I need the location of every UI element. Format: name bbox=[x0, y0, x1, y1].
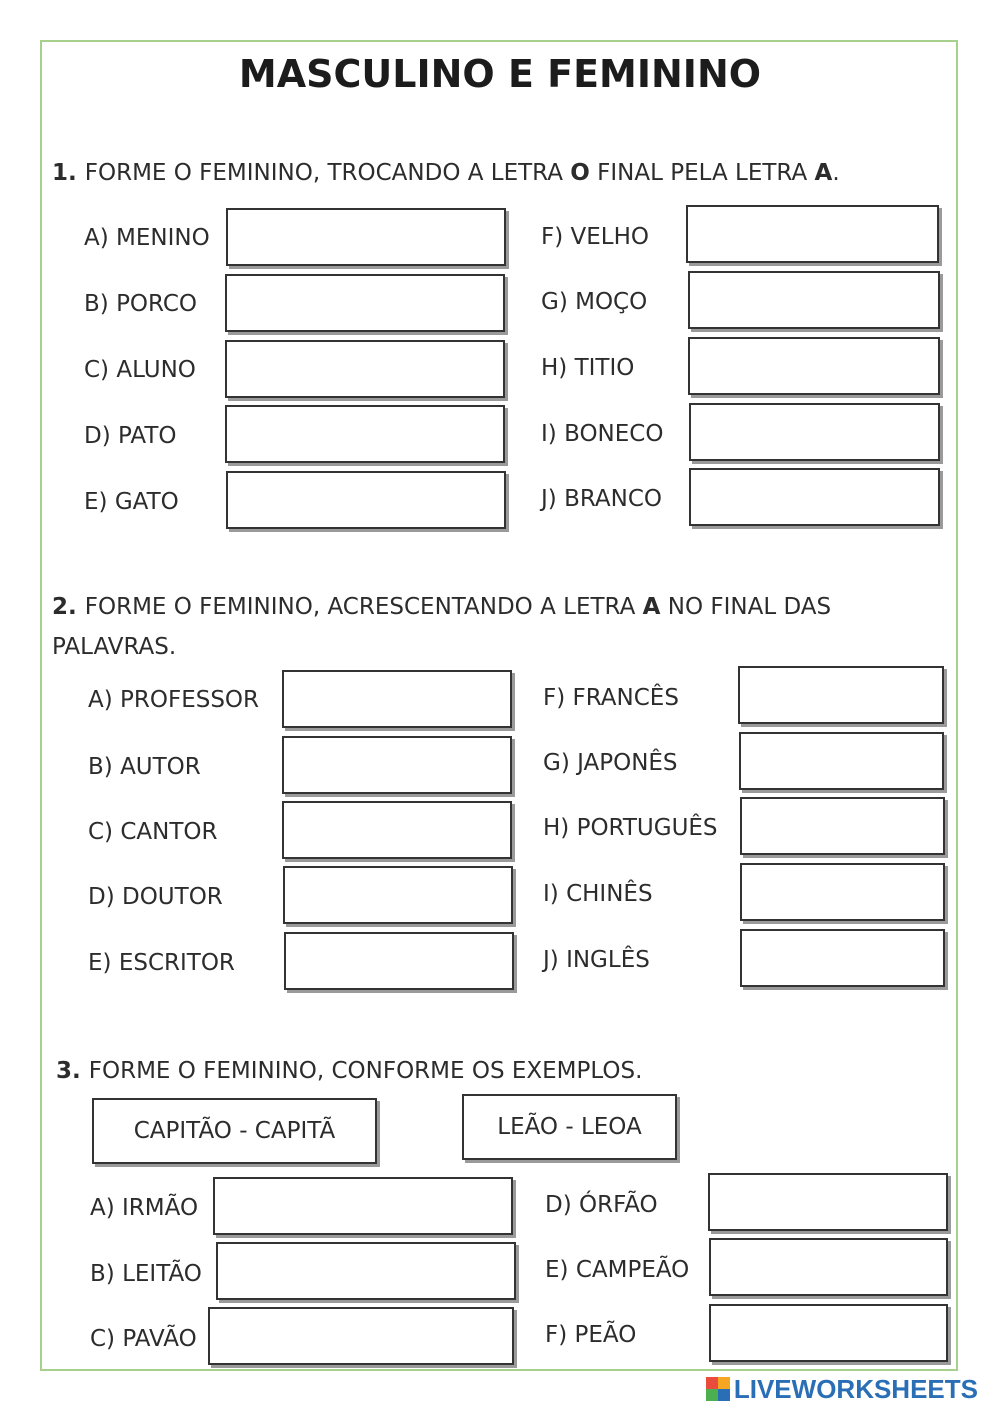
word-label: H) TITIO bbox=[541, 355, 635, 381]
page-title: MASCULINO E FEMININO bbox=[238, 52, 762, 96]
answer-input[interactable] bbox=[208, 1307, 514, 1365]
word-label: B) PORCO bbox=[84, 291, 198, 317]
word-label: D) DOUTOR bbox=[88, 884, 223, 910]
answer-input[interactable] bbox=[689, 468, 940, 526]
answer-input[interactable] bbox=[709, 1304, 948, 1362]
question-1-heading: 1. FORME O FEMININO, TROCANDO A LETRA O FINAL PELA LETRA A. bbox=[52, 160, 840, 186]
answer-input[interactable] bbox=[740, 797, 945, 855]
word-label: B) AUTOR bbox=[88, 754, 201, 780]
word-label: I) BONECO bbox=[541, 421, 664, 447]
answer-input[interactable] bbox=[282, 801, 512, 859]
brand-name: LIVEWORKSHEETS bbox=[733, 1373, 978, 1404]
question-number: 1. bbox=[52, 160, 77, 186]
answer-input[interactable] bbox=[688, 337, 940, 395]
answer-input[interactable] bbox=[225, 405, 505, 463]
word-label: A) PROFESSOR bbox=[88, 687, 260, 713]
word-label: B) LEITÃO bbox=[90, 1261, 202, 1287]
word-label: A) IRMÃO bbox=[90, 1195, 199, 1221]
liveworksheets-brand bbox=[706, 1373, 978, 1405]
word-label: E) GATO bbox=[84, 489, 179, 515]
answer-input[interactable] bbox=[738, 666, 944, 724]
answer-input[interactable] bbox=[709, 1238, 948, 1296]
logo-square bbox=[718, 1389, 730, 1401]
word-label: C) ALUNO bbox=[84, 357, 196, 383]
question-number: 2. bbox=[52, 594, 77, 620]
answer-input[interactable] bbox=[226, 471, 506, 529]
word-label: F) FRANCÊS bbox=[543, 685, 679, 711]
question-number: 3. bbox=[56, 1058, 81, 1084]
answer-input[interactable] bbox=[282, 736, 512, 794]
answer-input[interactable] bbox=[284, 932, 514, 990]
answer-input[interactable] bbox=[688, 271, 940, 329]
answer-input[interactable] bbox=[740, 863, 945, 921]
answer-input[interactable] bbox=[213, 1177, 513, 1235]
answer-input[interactable] bbox=[686, 205, 939, 263]
word-label: F) VELHO bbox=[541, 224, 649, 250]
word-label: G) JAPONÊS bbox=[543, 750, 678, 776]
word-label: I) CHINÊS bbox=[543, 881, 653, 907]
question-3-heading: 3. FORME O FEMININO, CONFORME OS EXEMPLOS. bbox=[56, 1058, 643, 1084]
word-label: A) MENINO bbox=[84, 225, 210, 251]
word-label: C) CANTOR bbox=[88, 819, 218, 845]
answer-input[interactable] bbox=[225, 340, 505, 398]
answer-input[interactable] bbox=[226, 208, 506, 266]
example-box: CAPITÃO - CAPITÃ bbox=[92, 1098, 377, 1164]
word-label: D) ÓRFÃO bbox=[545, 1192, 658, 1218]
word-label: E) ESCRITOR bbox=[88, 950, 235, 976]
word-label: H) PORTUGUÊS bbox=[543, 815, 718, 841]
answer-input[interactable] bbox=[740, 929, 945, 987]
liveworksheets-logo-icon bbox=[706, 1377, 730, 1401]
example-box: LEÃO - LEOA bbox=[462, 1094, 677, 1160]
word-label: J) INGLÊS bbox=[543, 947, 650, 973]
answer-input[interactable] bbox=[216, 1242, 516, 1300]
answer-input[interactable] bbox=[739, 732, 944, 790]
answer-input[interactable] bbox=[225, 274, 505, 332]
answer-input[interactable] bbox=[708, 1173, 948, 1231]
word-label: C) PAVÃO bbox=[90, 1326, 197, 1352]
logo-square bbox=[706, 1377, 718, 1389]
word-label: J) BRANCO bbox=[541, 486, 662, 512]
word-label: E) CAMPEÃO bbox=[545, 1257, 690, 1283]
logo-square bbox=[706, 1389, 718, 1401]
word-label: F) PEÃO bbox=[545, 1322, 637, 1348]
question-2-heading: 2. FORME O FEMININO, ACRESCENTANDO A LETRA A NO FINAL DAS PALAVRAS. bbox=[52, 594, 832, 660]
answer-input[interactable] bbox=[282, 670, 512, 728]
word-label: D) PATO bbox=[84, 423, 177, 449]
answer-input[interactable] bbox=[283, 866, 513, 924]
answer-input[interactable] bbox=[689, 403, 940, 461]
logo-square bbox=[718, 1377, 730, 1389]
word-label: G) MOÇO bbox=[541, 289, 648, 315]
